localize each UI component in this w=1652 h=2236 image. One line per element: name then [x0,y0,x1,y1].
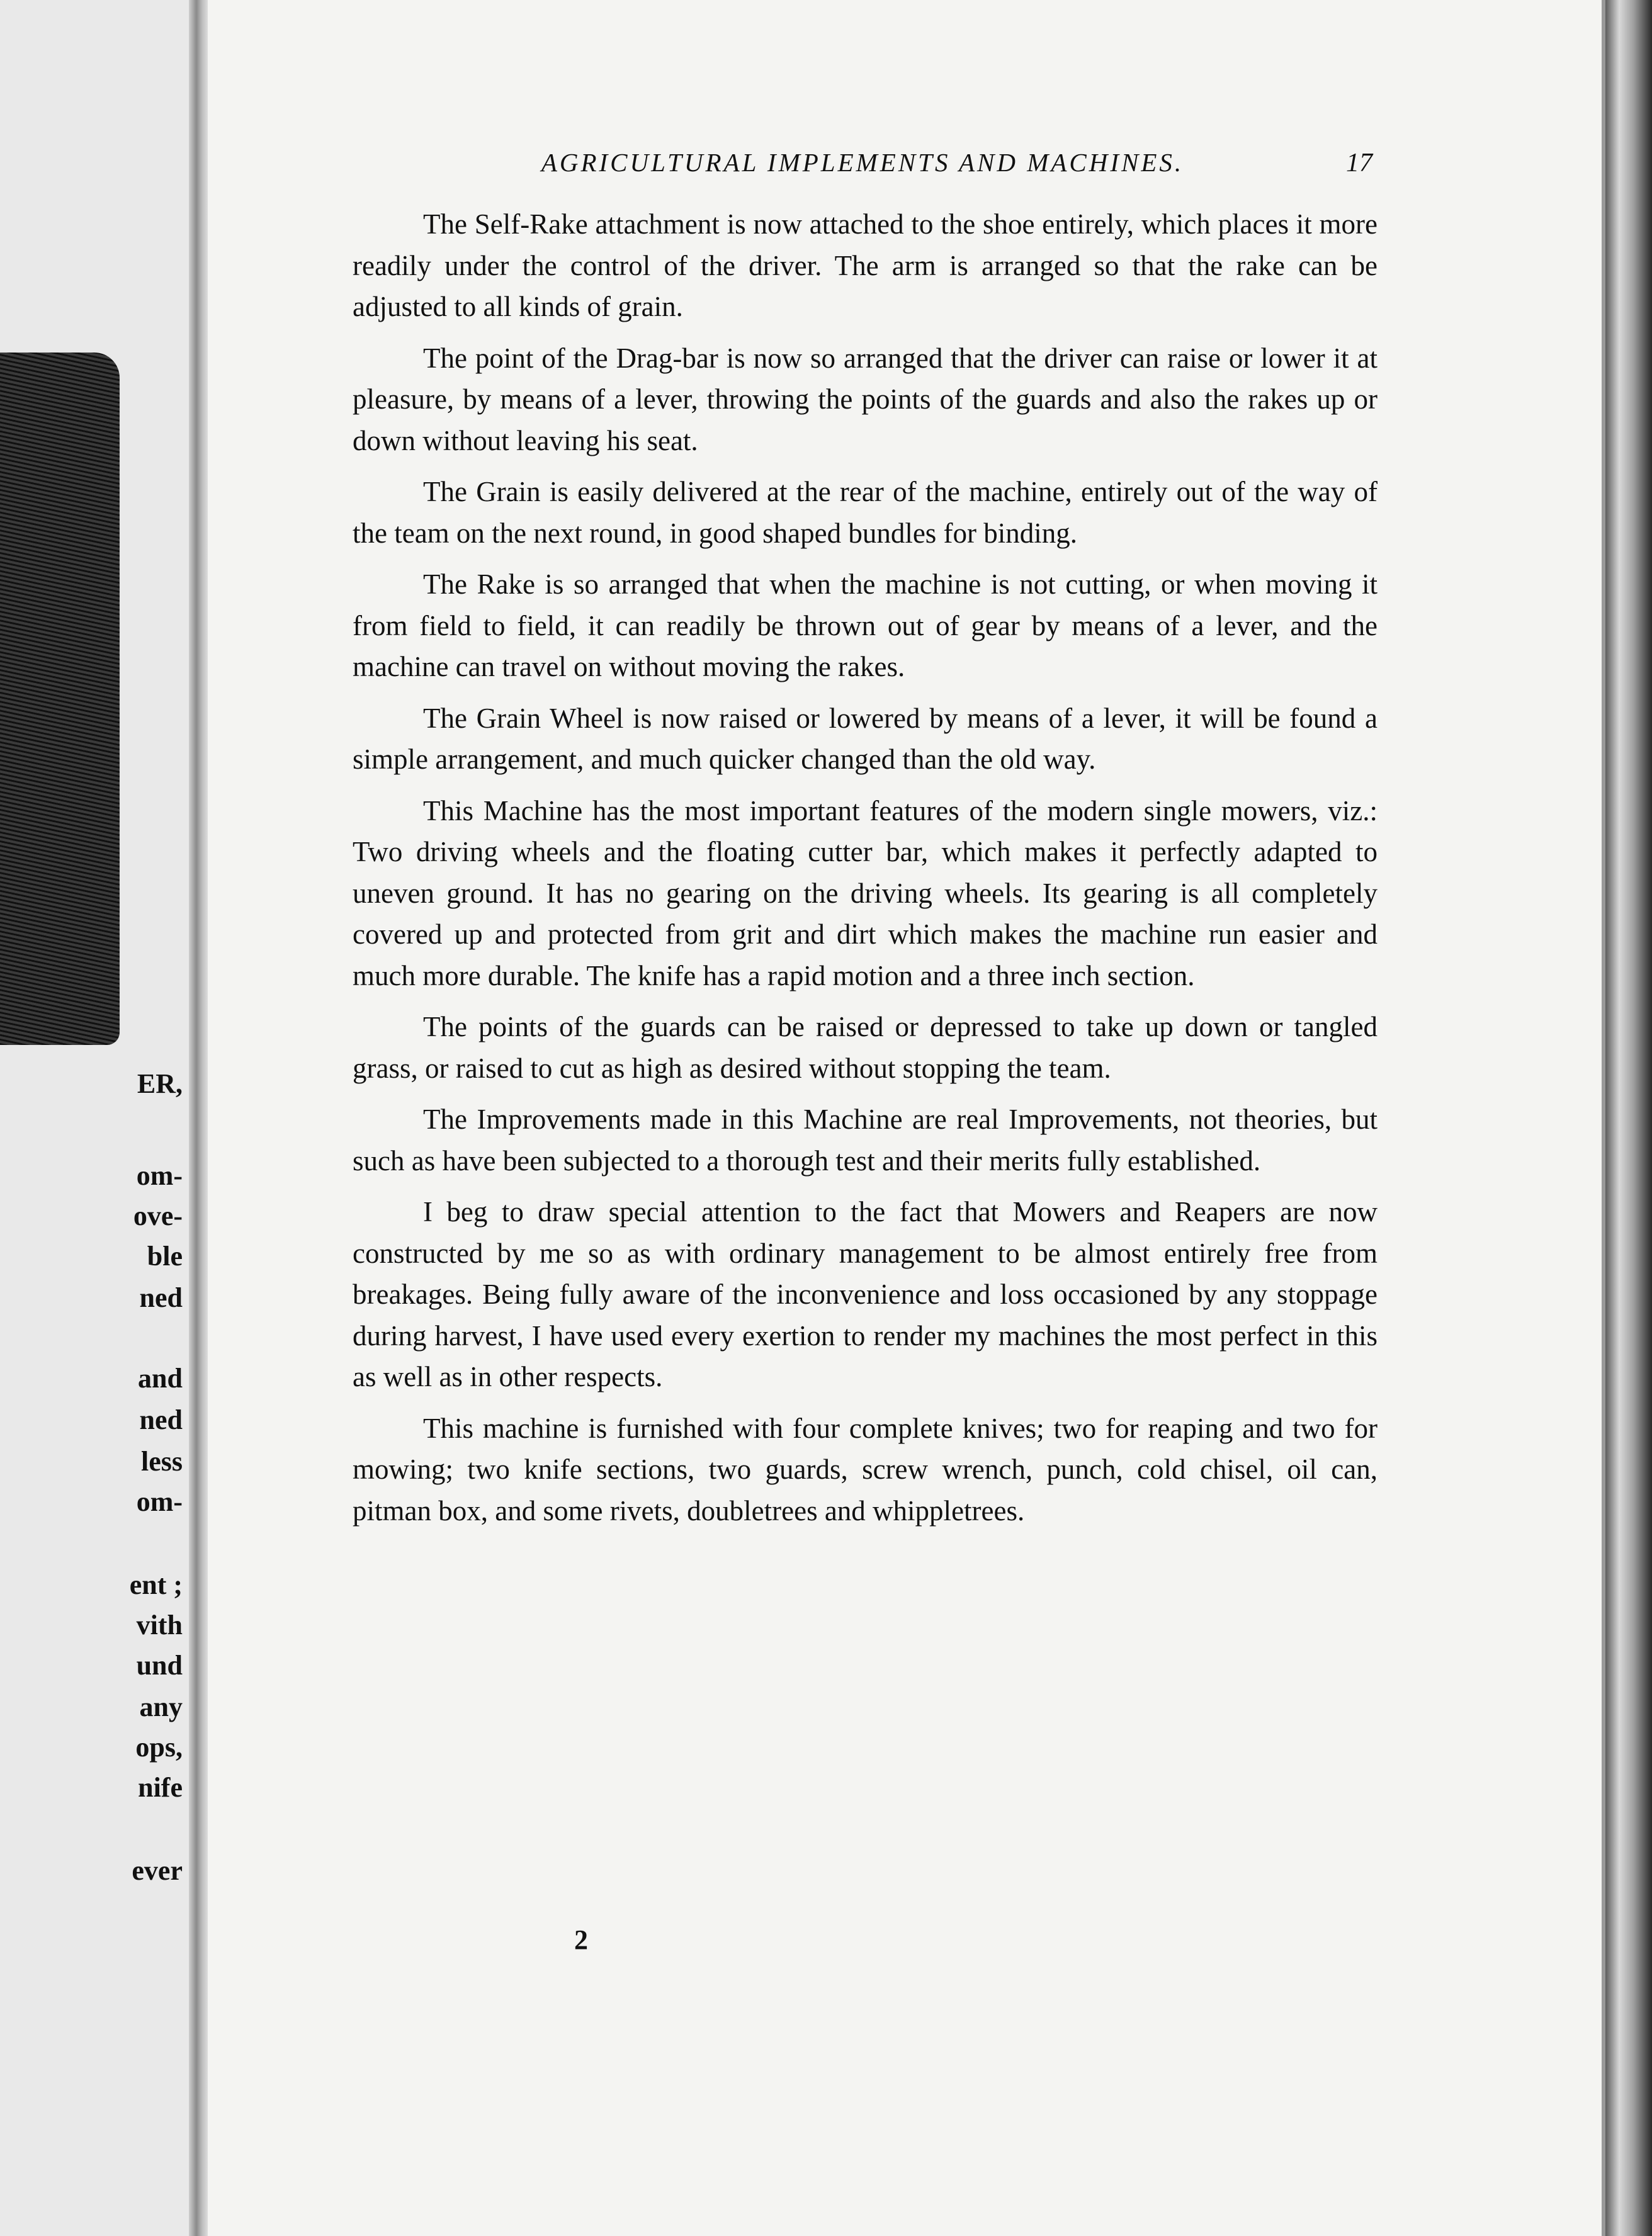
page-edge-strip [1605,0,1652,2236]
signature-mark: 2 [574,1924,588,1955]
page-number: 17 [1346,149,1372,178]
running-head: AGRICULTURAL IMPLEMENTS AND MACHINES. [541,148,1184,177]
left-page-fragment: less [141,1446,183,1477]
paragraph: The Grain is easily delivered at the rear of the machine, entirely out of the way of the team on the next round, in good shaped bundles for binding. [353,476,1378,549]
left-page-fragment: ove- [133,1200,183,1231]
paragraph: The Rake is so arranged that when the machine is not cutting, or when moving it from field to field, it can readily be thrown out of gear by means of a lever, and the machine can travel on without moving the rakes. [353,568,1378,682]
paragraph: The points of the guards can be raised or depressed to take up down or tangled grass, or raised to cut as high as desired without stopping the team. [353,1011,1378,1084]
left-page-edge [0,0,189,2236]
left-page-fragment: om- [136,1160,183,1191]
left-page-fragment: ned [139,1282,183,1313]
left-page-fragment: ER, [137,1068,183,1099]
left-page-fragment: om- [136,1486,183,1517]
paragraph: I beg to draw special attention to the fact that Mowers and Reapers are now constructed by me so as with ordinary management to be almost entirely free from breakages. Being fully aware of the inconvenience and loss occasioned by any stoppage during harvest, I have used every exertion to render my machines the most perfect in this as well as in other respects. [353,1196,1378,1392]
paragraph: The Grain Wheel is now raised or lowered by means of a lever, it will be found a simple arrangement, and much quicker changed than the old way. [353,702,1378,775]
left-page-fragment: ops, [135,1732,183,1763]
left-page-fragment: nife [138,1772,183,1803]
left-page-fragment: ever [132,1855,183,1886]
left-page-fragment: ent ; [129,1569,183,1600]
left-page-fragment: and [138,1363,183,1394]
body-text [353,204,1378,1542]
paragraph: The point of the Drag-bar is now so arranged that the driver can raise or lower it at pleasure, by means of a lever, throwing the points of the guards and also the rakes up or down without leaving his seat. [353,342,1378,456]
paragraph: This Machine has the most important features of the modern single mowers, viz.: Two driving wheels and the floating cutter bar, which makes it perfectly adapted to uneven ground. It has no gearing on the driving wheels. Its gearing is all completely covered up and protected from grit and dirt which makes the machine run easier and much more durable. The knife has a rapid motion and a three inch section. [353,794,1378,991]
engraving-fragment [0,353,120,1045]
left-page-fragment: ble [147,1241,183,1272]
left-page-fragment: und [136,1650,183,1681]
paragraph: The Improvements made in this Machine are real Improvements, not theories, but such as have been subjected to a thorough test and their merits fully established. [353,1104,1378,1177]
left-page-fragment: vith [136,1610,183,1640]
left-page-fragment: any [139,1691,183,1722]
book-gutter [189,0,208,2236]
paragraph: This machine is furnished with four complete knives; two for reaping and two for mowing; two knife sections, two guards, screw wrench, punch, cold chisel, oil can, pitman box, and some rivets, doubletrees and whippletrees. [353,1412,1378,1527]
left-page-fragment: ned [139,1404,183,1435]
paragraph: The Self-Rake attachment is now attached to the shoe entirely, which places it more readily under the control of the driver. The arm is arranged so that the rake can be adjusted to all kinds of grain. [353,208,1378,322]
